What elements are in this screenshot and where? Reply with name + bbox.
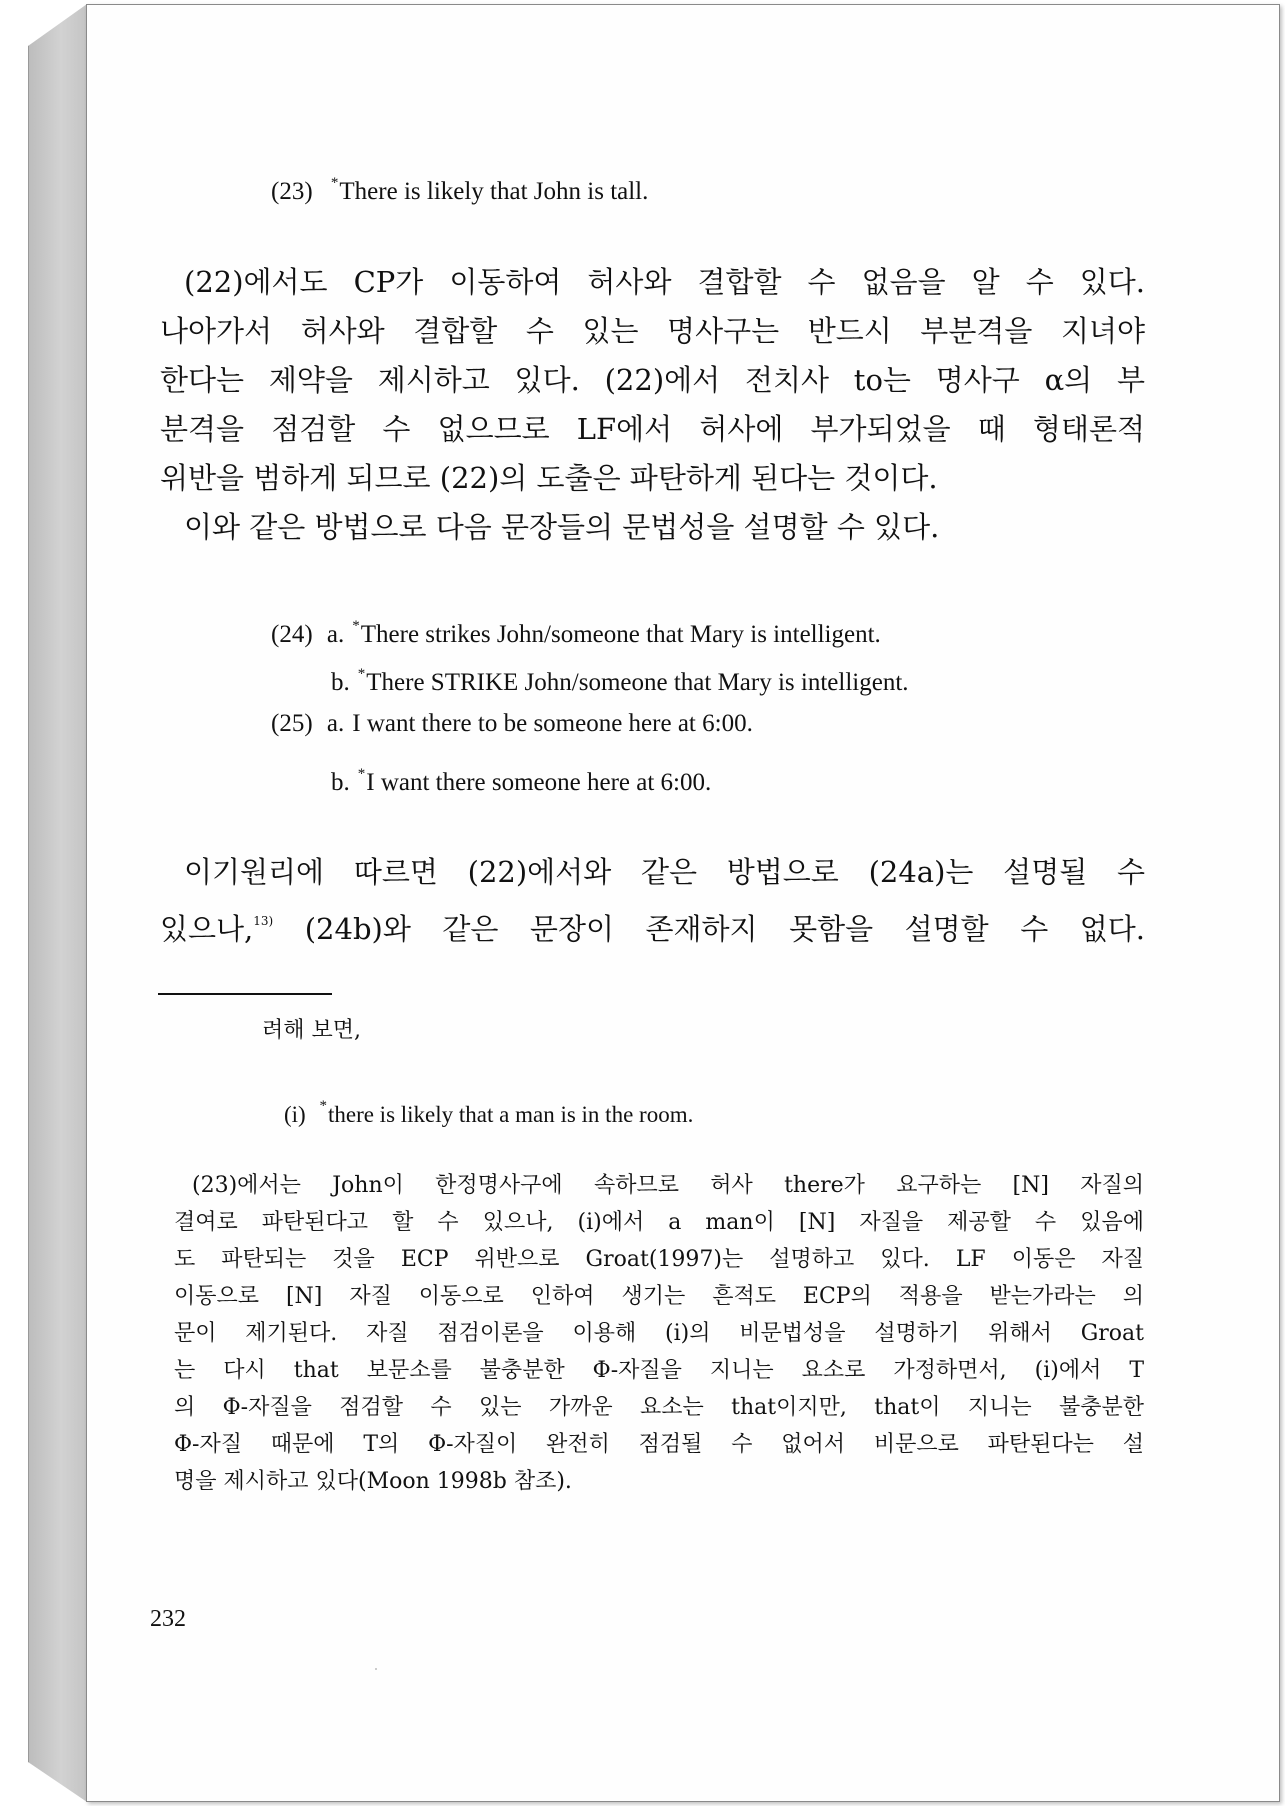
scan-speck [375,1668,377,1670]
example-text: I want there someone here at 6:00. [366,769,712,796]
ungrammatical-star: * [357,766,366,782]
example-label: b. [331,769,350,796]
footnote-line: 이동으로 [N] 자질 이동으로 인하여 생기는 흔적도 ECP의 적용을 받는가라는 의 [174,1284,1144,1309]
example-label: a. [326,621,345,648]
ungrammatical-star: * [357,666,366,682]
example-label: (i) [284,1102,306,1127]
ungrammatical-star: * [319,1098,327,1114]
paragraph-3 [160,848,1145,954]
example-text: there is likely that a man is in the room. [327,1102,694,1127]
book-spine [28,4,87,1802]
paragraph-line: 이기원리에 따르면 (22)에서와 같은 방법으로 (24a)는 설명될 수 [184,855,1145,889]
footnote-line: 도 파탄되는 것을 ECP 위반으로 Groat(1997)는 설명하고 있다. LF 이동은 자질 [174,1247,1144,1272]
paragraph-line: 한다는 제약을 제시하고 있다. (22)에서 전치사 to는 명사구 α의 부 [160,363,1145,397]
footnote-lead: 려해 보면, [262,1018,361,1043]
paragraph-text: (24b)와 같은 문장이 존재하지 못함을 설명할 수 없다. [273,912,1145,946]
example-text: There STRIKE John/someone that Mary is intelligent. [366,669,909,696]
footnote-marker: 13) [253,914,274,928]
paragraph-line: 위반을 범하게 되므로 (22)의 도출은 파탄하게 된다는 것이다. [160,461,938,495]
ungrammatical-star: * [352,618,360,634]
paragraph-2: 이와 같은 방법으로 다음 문장들의 문법성을 설명할 수 있다. [184,510,940,544]
example-text: I want there to be someone here at 6:00. [352,710,753,737]
footnote-example [284,1088,693,1133]
example-label: a. [326,710,345,737]
footnote-line: 문이 제기된다. 자질 점검이론을 이용해 (i)의 비문법성을 설명하기 위해서 Groat [174,1321,1144,1346]
ungrammatical-star: * [330,175,339,191]
paragraph-line: (22)에서도 CP가 이동하여 허사와 결합할 수 없음을 알 수 있다. [184,265,1145,299]
example-24b [331,658,909,699]
example-number: (25) [271,710,313,737]
footnote-separator [158,993,332,995]
example-number: (23) [271,178,313,205]
paragraph-line: 분격을 점검할 수 없으므로 LF에서 허사에 부가되었을 때 형태론적 [160,412,1145,446]
paragraph-line: 나아가서 허사와 결합할 수 있는 명사구는 반드시 부분격을 지녀야 [160,314,1145,348]
paragraph-1 [160,258,1145,552]
example-25a [271,708,753,740]
example-text: There strikes John/someone that Mary is intelligent. [360,621,881,648]
footnote-line: 는 다시 that 보문소를 불충분한 Φ-자질을 지니는 요소로 가정하면서, (i)에서 T [174,1358,1144,1383]
footnote-line: (23)에서는 John이 한정명사구에 속하므로 허사 there가 요구하는 [N] 자질의 [192,1173,1144,1198]
example-25b [331,758,711,799]
example-24a [271,610,881,651]
footnote-line: 명을 제시하고 있다(Moon 1998b 참조). [174,1469,572,1494]
footnote-line: 의 Φ-자질을 점검할 수 있는 가까운 요소는 that이지만, that이 지니는 불충분한 [174,1395,1144,1420]
example-text: There is likely that John is tall. [339,178,649,205]
footnote-line: Φ-자질 때문에 T의 Φ-자질이 완전히 점검될 수 없어서 비문으로 파탄된다는 설 [174,1432,1144,1457]
paragraph-line [160,897,1145,954]
example-23 [271,167,648,208]
footnote-text [174,1167,1144,1500]
example-label: b. [331,669,350,696]
footnote-line: 결여로 파탄된다고 할 수 있으나, (i)에서 a man이 [N] 자질을 제공할 수 있음에 [174,1210,1144,1235]
example-number: (24) [271,621,313,648]
paragraph-text: 있으나, [160,912,254,946]
page-number: 232 [150,1606,186,1632]
